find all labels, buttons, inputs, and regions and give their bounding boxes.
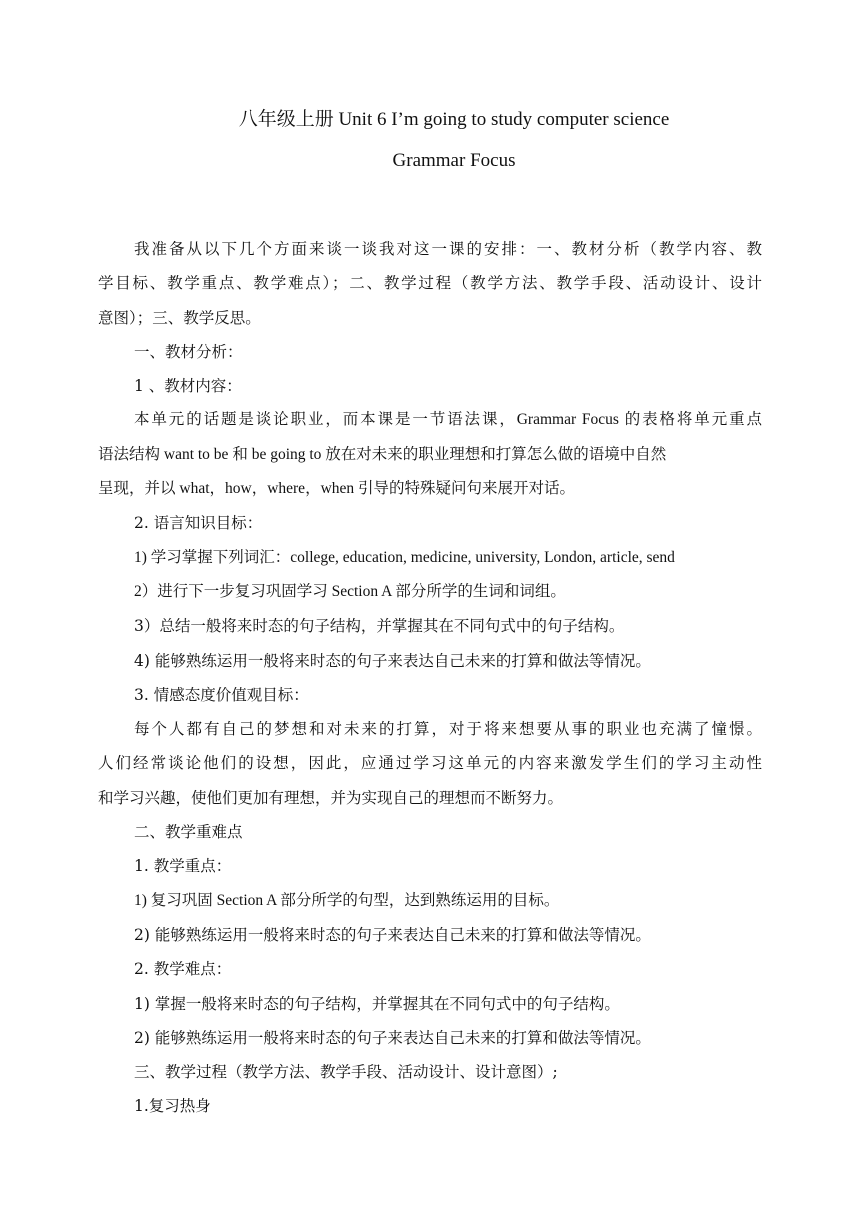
subsection-heading: 3. 情感态度价值观目标： — [134, 685, 309, 704]
subsection-heading: 1. 教学重点： — [134, 857, 232, 876]
section-heading: 三、教学过程（教学方法、教学手段、活动设计、设计意图）; — [134, 1063, 558, 1082]
subsection-heading: 2. 语言知识目标： — [134, 514, 263, 533]
list-item: 3）总结一般将来时态的句子结构，并掌握其在不同句式中的句子结构。 — [134, 617, 625, 636]
paragraph-line: 呈现，并以 what，how，where，when 引导的特殊疑问句来展开对话。 — [98, 480, 576, 498]
paragraph-line: 人们经常谈论他们的设想，因此，应通过学习这单元的内容来激发学生们的学习主动性 — [98, 754, 762, 773]
list-item: 2）进行下一步复习巩固学习 Section A 部分所学的生词和词组。 — [134, 582, 566, 600]
paragraph-line: 意图）；三、教学反思。 — [98, 308, 261, 327]
list-item: 1) 掌握一般将来时态的句子结构，并掌握其在不同句式中的句子结构。 — [134, 994, 620, 1013]
paragraph-line: 本单元的话题是谈论职业，而本课是一节语法课，Grammar Focus 的表格将单元重点 — [134, 411, 762, 429]
document-subtitle: Grammar Focus — [392, 150, 516, 171]
list-item: 1) 学习掌握下列词汇：college, education, medicine, university, London, article, send — [134, 548, 675, 566]
paragraph-line: 语法结构 want to be 和 be going to 放在对未来的职业理想和打算怎么做的语境中自然 — [98, 445, 667, 463]
list-item: 4) 能够熟练运用一般将来时态的句子来表达自己未来的打算和做法等情况。 — [134, 651, 651, 670]
subsection-heading: 2. 教学难点： — [134, 960, 232, 979]
section-heading: 一、教材分析： — [134, 342, 243, 361]
paragraph-line: 每个人都有自己的梦想和对未来的打算，对于将来想要从事的职业也充满了憧憬。 — [134, 720, 762, 739]
paragraph-line: 我准备从以下几个方面来谈一谈我对这一课的安排：一、教材分析（教学内容、教 — [134, 240, 762, 258]
subsection-heading: 1 、教材内容： — [134, 377, 242, 396]
paragraph-line: 和学习兴趣，使他们更加有理想，并为实现自己的理想而不断努力。 — [98, 788, 564, 807]
paragraph-line: 学目标、教学重点、教学难点）；二、教学过程（教学方法、教学手段、活动设计、设计 — [98, 274, 762, 293]
list-item: 2) 能够熟练运用一般将来时态的句子来表达自己未来的打算和做法等情况。 — [134, 1028, 651, 1047]
section-heading: 二、教学重难点 — [134, 823, 243, 842]
document-title: 八年级上册 Unit 6 I’m going to study computer science — [238, 109, 670, 130]
subsection-heading: 1.复习热身 — [134, 1097, 211, 1116]
list-item: 1) 复习巩固 Section A 部分所学的句型，达到熟练运用的目标。 — [134, 891, 560, 909]
document-body — [98, 232, 762, 1124]
list-item: 2) 能够熟练运用一般将来时态的句子来表达自己未来的打算和做法等情况。 — [134, 925, 651, 944]
